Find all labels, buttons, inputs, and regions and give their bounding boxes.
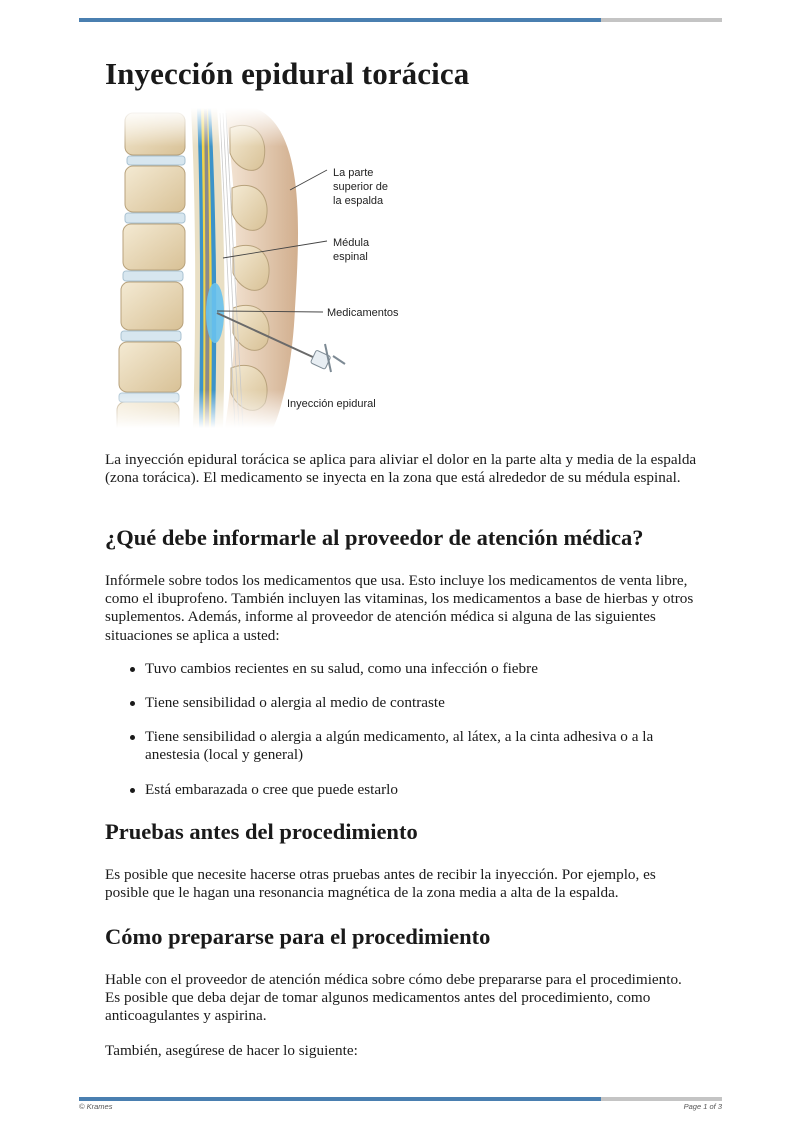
prepare-paragraph: Hable con el proveedor de atención médica sobre cómo debe prepararse para el procedimiento. Es posible que deba dejar de tomar algunos medicamentos antes del procedimiento, como anticoagulantes y aspirina. — [105, 971, 682, 1025]
label-spinal-cord-2: espinal — [333, 251, 368, 263]
list-item: Tuvo cambios recientes en su salud, como una infección o fiebre — [105, 660, 697, 678]
tests-paragraph: Es posible que necesite hacerse otras pruebas antes de recibir la inyección. Por ejemplo, es posible que le hagan una resonancia magnética de la zona media a alta de la espalda. — [105, 866, 656, 902]
spine-illustration — [105, 108, 425, 428]
footer-copyright: © Krames — [79, 1102, 113, 1111]
label-injection: Inyección epidural — [287, 398, 376, 410]
list-item: Está embarazada o cree que puede estarlo — [105, 781, 697, 799]
section-heading-prepare: Cómo prepararse para el procedimiento — [105, 924, 491, 949]
list-item: Tiene sensibilidad o alergia al medio de contraste — [105, 694, 697, 712]
footer-page-number: Page 1 of 3 — [683, 1102, 722, 1111]
intro-paragraph: La inyección epidural torácica se aplica para aliviar el dolor en la parte alta y media de la espalda (zona torácica). El medicamento se inyecta en la zona que está alrededor de su médula espinal. — [105, 451, 697, 487]
section-heading-inform: ¿Qué debe informarle al proveedor de atención médica? — [105, 525, 644, 550]
label-medication: Medicamentos — [327, 307, 399, 319]
label-upper-back-1: La parte — [333, 167, 374, 179]
page-title: Inyección epidural torácica — [105, 56, 470, 91]
top-divider — [79, 18, 722, 22]
label-upper-back-3: la espalda — [333, 195, 384, 207]
bottom-divider — [79, 1097, 722, 1101]
inform-paragraph: Infórmele sobre todos los medicamentos que usa. Esto incluye los medicamentos de venta libre, como el ibuprofeno. También incluyen las vitaminas, los medicamentos a base de hierbas y otros suplementos. Además, informe al proveedor de atención médica si alguna de las siguientes situaciones se aplica a usted: — [105, 572, 694, 644]
list-item: Tiene sensibilidad o alergia a algún medicamento, al látex, a la cinta adhesiva o a la anestesia (local y general) — [105, 728, 697, 764]
label-upper-back-2: superior de — [333, 181, 389, 193]
prepare-paragraph-2: También, asegúrese de hacer lo siguiente: — [105, 1042, 358, 1059]
label-spinal-cord-1: Médula — [333, 237, 370, 249]
section-heading-tests: Pruebas antes del procedimiento — [105, 819, 418, 844]
